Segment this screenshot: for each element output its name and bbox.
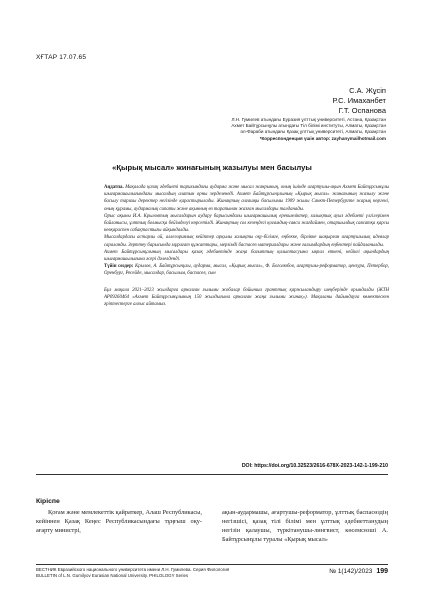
- author-list: [226, 86, 386, 116]
- keywords-label: Түйін сөздер:: [104, 264, 134, 270]
- author-name: Р.С. Имаханбет: [332, 96, 386, 105]
- issue-page-info: [329, 568, 388, 575]
- affiliation: әл-Фараби атындағы Қазақ ұлттық университеті, Алматы, Қазақстан: [240, 129, 386, 135]
- journal-name-kz: ВЕСТНИК Евразийского национального университета имени Л.Н. Гумилева. Серия Филология: [36, 567, 230, 572]
- author-name: Г.Т. Оспанова: [338, 106, 386, 115]
- article-title: «Қырық мысал» жинағының жазылуы мен басылуы: [112, 163, 312, 172]
- issue-number: № 1(142)/2023: [329, 568, 373, 575]
- classification-code: ХҒТАР 17.07.65: [36, 54, 87, 61]
- page-number: 199: [376, 568, 388, 575]
- section-heading: Кіріспе: [36, 498, 60, 505]
- abstract-block: [104, 184, 389, 308]
- journal-footer: [36, 567, 306, 579]
- abstract-label: Аңдатпа.: [104, 185, 124, 190]
- funding-note: Бұл мақала 2021–2023 жылдарға арналған ғылыми жобалар бойынша гранттық қаржыландыру шеңберінде орындалды (ЖТН AP09260464 «Ахмет Байтұрсынұлының 150 жылдығына арналған жаңа ғылыми жинақ»). Мақаланы дайындауға көмектескен әріптестерге алғыс айтамыз.: [104, 287, 389, 308]
- abstract-text: Мысалдардағы астарлы ой, аллегориялық кейіптер арқылы халықты оқу-білімге, еңбекке, бірлікке шақырған ағартушылық идеялар сараланды. Зерттеу барысында мұрағат құжаттары, мерзімді баспасөз материалдары және ғалымдардың еңбектері пайдаланылды.: [104, 235, 389, 248]
- author-affiliations: [146, 117, 386, 142]
- abstract-text: Ахмет Байтұрсынұлының мысалдары қазақ әдебиетінде жаңа бағыттың қалыптасуына ықпал еткені, кейінгі ақындардың шығармашылығына әсері дәлелденді.: [104, 249, 389, 263]
- doi-link[interactable]: DOI: https://doi.org/10.32523/2616-678X-2023-142-1-199-210: [241, 463, 388, 469]
- body-column-right: [222, 508, 388, 544]
- body-column-left: [36, 508, 202, 535]
- affiliation: Ахмет Байтұрсынұлы атындағы Тіл білімі институты, Алматы, Қазақстан: [231, 123, 386, 129]
- affiliation: Л.Н. Гумилев атындағы Еуразия ұлттық университеті, Астана, Қазақстан: [231, 117, 386, 122]
- body-paragraph: ақын-аудармашы, ағартушы-реформатор, ұлттық баспасөздің негізшісі, қазақ тілі білімі мен ұлттық әдебиеттанудың негізін қалаушы, түркітанушы-лингвист, көсемсөзші А. Байтұрсынұлы туралы «Қырық мысал»: [222, 509, 388, 543]
- author-name: С.А. Жұсіп: [349, 86, 386, 95]
- keywords-text: Крылов, А. Байтұрсынұлы, аударма, мысал, «Қырық мысал», Ф. Боголюбов, ағартушы-реформатор, цензура, Петербор, Оренбург, Ресейде, мысалдар, басылым, баспасөз, сын: [104, 264, 389, 277]
- abstract-text: Мақалада қазақ әдебиеті тарихындағы аударма және мысал жанрының, оның ішінде ағартушы-ақын Ахмет Байтұрсынұлы шығармашылығындағы мысалдың алатын орны зерделенеді. Ахмет Байтұрсынұлының «Қырық мысал» жинағының жазылу және басылу тарихы деректер негізінде қарастырылады. Жинақтың алғашқы басылымы 1909 жылы Санкт-Петербургте жарық көргені, оның құрамы, аудармалық сипаты және ақынның өз тарапынан жазған мысалдары талданады.: [104, 185, 389, 212]
- body-paragraph: Қоғам және мемлекеттік қайраткер, Алаш Республикасы, кейіннен Қазақ Кеңес Республикасындағы тұңғыш оқу-ағарту министрі,: [36, 509, 202, 534]
- journal-name-en: BULLETIN of L.N. Gumilyov Eurasian National University. PHILOLOGY Series: [36, 573, 189, 579]
- abstract-text: Орыс ақыны И.А. Крыловтың мысалдарын аудару барысындағы шығармашылық ерекшеліктер, халықтық ауыз әдебиеті үлгілерімен байланысы, ұлттық болмысқа бейімделуі көрсетілді. Жинақтың сол кезеңдегі қоғамдық-саяси жағдаймен, отаршылдық саясатқа қарсы көзқараспен сабақтастығы айқындалды.: [104, 213, 389, 234]
- corresponding-author: *Корреспонденция үшін автор: zayhanymailhotmail.com: [259, 135, 386, 141]
- footer-divider: [36, 564, 388, 565]
- section-divider: [36, 474, 388, 475]
